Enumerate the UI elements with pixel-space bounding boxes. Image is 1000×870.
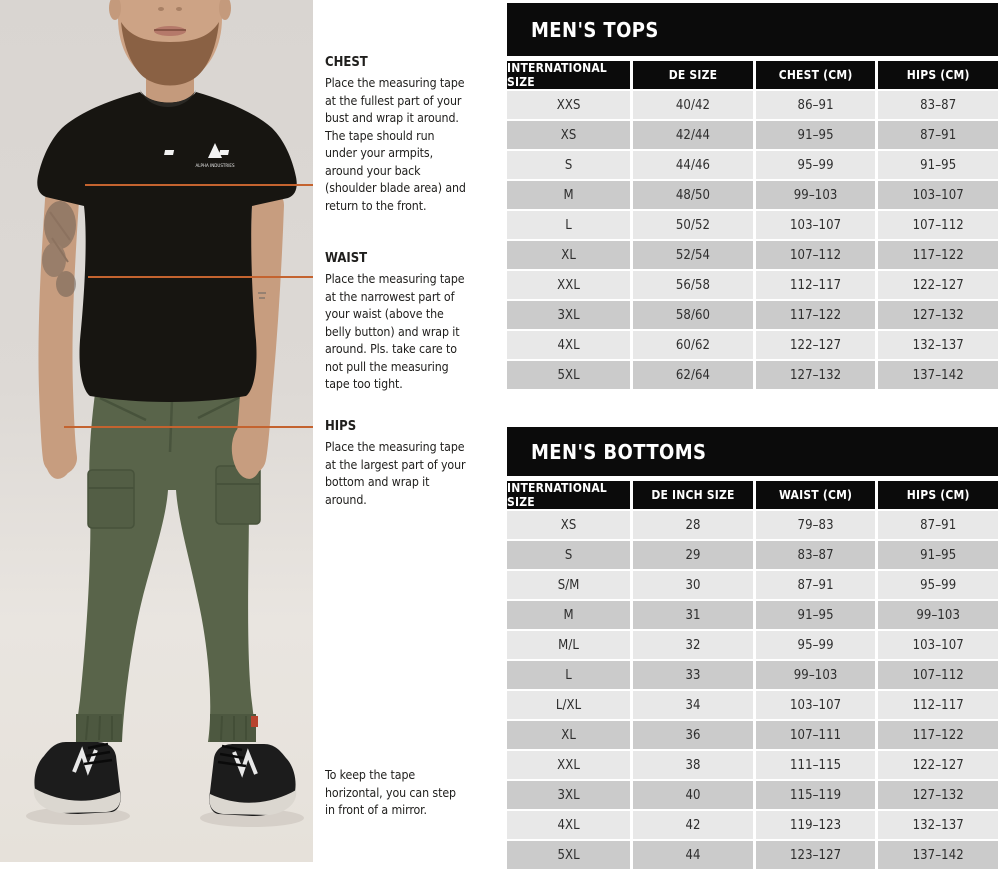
hips-measure-line [64, 426, 313, 428]
table-cell: 60/62 [633, 331, 753, 359]
table-cell: 127–132 [878, 301, 998, 329]
table-cell: 99–103 [756, 181, 876, 209]
table-cell: S [507, 151, 630, 179]
waist-measure-line [88, 276, 313, 278]
table-cell: 137–142 [878, 841, 998, 869]
table-cell: 132–137 [878, 331, 998, 359]
table-cell: 115–119 [756, 781, 876, 809]
table-cell: 137–142 [878, 361, 998, 389]
column-header: INTERNATIONAL SIZE [507, 481, 630, 509]
table-cell: 3XL [507, 301, 630, 329]
table-cell: 30 [633, 571, 753, 599]
instruction-chest-title: CHEST [325, 55, 368, 70]
model-illustration [0, 0, 313, 862]
table-cell: 91–95 [756, 121, 876, 149]
instruction-waist [325, 251, 467, 394]
table-cell: 29 [633, 541, 753, 569]
table-cell: 87–91 [878, 511, 998, 539]
table-cell: 3XL [507, 781, 630, 809]
table-cell: XXL [507, 271, 630, 299]
column-header: HIPS (CM) [878, 481, 998, 509]
table-cell: XXS [507, 91, 630, 119]
mens-tops-header-row [507, 61, 998, 89]
mens-tops-table [507, 3, 998, 389]
table-cell: 4XL [507, 331, 630, 359]
table-cell: 38 [633, 751, 753, 779]
table-cell: 112–117 [878, 691, 998, 719]
table-cell: 33 [633, 661, 753, 689]
table-cell: 117–122 [878, 721, 998, 749]
mirror-note-body: To keep the tape horizontal, you can step in front of a mirror. [325, 768, 456, 817]
table-cell: 40/42 [633, 91, 753, 119]
table-cell: 107–112 [878, 661, 998, 689]
mens-tops-body [507, 91, 998, 389]
table-cell: XL [507, 241, 630, 269]
table-cell: 112–117 [756, 271, 876, 299]
table-cell: S [507, 541, 630, 569]
table-cell: 132–137 [878, 811, 998, 839]
mirror-note [325, 767, 467, 820]
column-header: HIPS (CM) [878, 61, 998, 89]
table-cell: M/L [507, 631, 630, 659]
table-cell: 56/58 [633, 271, 753, 299]
table-cell: 99–103 [756, 661, 876, 689]
table-cell: M [507, 601, 630, 629]
table-cell: 36 [633, 721, 753, 749]
table-cell: 62/64 [633, 361, 753, 389]
table-cell: 103–107 [878, 631, 998, 659]
mens-bottoms-table [507, 427, 998, 869]
table-cell: 48/50 [633, 181, 753, 209]
table-cell: 31 [633, 601, 753, 629]
table-cell: 127–132 [756, 361, 876, 389]
table-cell: 91–95 [878, 151, 998, 179]
model-photo [0, 0, 313, 862]
table-cell: 123–127 [756, 841, 876, 869]
table-cell: 117–122 [878, 241, 998, 269]
mens-tops-title: MEN'S TOPS [507, 3, 998, 56]
table-cell: 122–127 [878, 271, 998, 299]
table-cell: 99–103 [878, 601, 998, 629]
table-cell: 86–91 [756, 91, 876, 119]
table-cell: 122–127 [878, 751, 998, 779]
table-cell: 103–107 [756, 691, 876, 719]
instruction-waist-body: Place the measuring tape at the narrowest part of your waist (above the belly button) and wrap it around. Pls. take care to not pull the measuring tape too tight. [325, 272, 465, 391]
instruction-chest-body: Place the measuring tape at the fullest part of your bust and wrap it around. The tape should run under your armpits, around your back (shoulder blade area) and return to the front. [325, 76, 466, 213]
table-cell: XS [507, 511, 630, 539]
column-header: WAIST (CM) [756, 481, 876, 509]
table-cell: 111–115 [756, 751, 876, 779]
table-cell: 87–91 [878, 121, 998, 149]
table-cell: 58/60 [633, 301, 753, 329]
table-cell: 95–99 [878, 571, 998, 599]
brand-logo-text: ALPHA INDUSTRIES [195, 164, 235, 169]
table-cell: 119–123 [756, 811, 876, 839]
brand-tab [251, 716, 258, 727]
table-cell: 127–132 [878, 781, 998, 809]
table-cell: 40 [633, 781, 753, 809]
table-cell: 32 [633, 631, 753, 659]
table-cell: L [507, 661, 630, 689]
table-cell: 83–87 [756, 541, 876, 569]
instruction-hips-body: Place the measuring tape at the largest part of your bottom and wrap it around. [325, 440, 466, 507]
column-header: DE INCH SIZE [633, 481, 753, 509]
table-cell: 44/46 [633, 151, 753, 179]
table-cell: 91–95 [756, 601, 876, 629]
table-cell: 42/44 [633, 121, 753, 149]
table-cell: S/M [507, 571, 630, 599]
table-cell: 107–111 [756, 721, 876, 749]
mens-bottoms-body [507, 511, 998, 869]
table-cell: XXL [507, 751, 630, 779]
table-cell: 79–83 [756, 511, 876, 539]
table-cell: 103–107 [878, 181, 998, 209]
table-cell: 28 [633, 511, 753, 539]
instruction-waist-title: WAIST [325, 251, 368, 266]
table-cell: L [507, 211, 630, 239]
sneakers [26, 742, 304, 827]
table-cell: 87–91 [756, 571, 876, 599]
table-cell: 122–127 [756, 331, 876, 359]
table-cell: 107–112 [878, 211, 998, 239]
table-cell: 5XL [507, 841, 630, 869]
table-cell: 52/54 [633, 241, 753, 269]
mens-bottoms-header-row [507, 481, 998, 509]
column-header: DE SIZE [633, 61, 753, 89]
instruction-chest [325, 55, 467, 215]
table-cell: 42 [633, 811, 753, 839]
table-cell: 95–99 [756, 631, 876, 659]
table-cell: 83–87 [878, 91, 998, 119]
table-cell: 5XL [507, 361, 630, 389]
table-cell: 117–122 [756, 301, 876, 329]
table-cell: 50/52 [633, 211, 753, 239]
table-cell: 95–99 [756, 151, 876, 179]
table-cell: XS [507, 121, 630, 149]
table-cell: M [507, 181, 630, 209]
table-cell: 34 [633, 691, 753, 719]
cargo-pants [76, 386, 260, 742]
instruction-hips-title: HIPS [325, 419, 357, 434]
table-cell: L/XL [507, 691, 630, 719]
instruction-hips [325, 419, 467, 509]
column-header: CHEST (CM) [756, 61, 876, 89]
table-cell: 44 [633, 841, 753, 869]
table-cell: 103–107 [756, 211, 876, 239]
table-cell: 4XL [507, 811, 630, 839]
face [109, 0, 231, 86]
mens-bottoms-title: MEN'S BOTTOMS [507, 427, 998, 476]
table-cell: 91–95 [878, 541, 998, 569]
column-header: INTERNATIONAL SIZE [507, 61, 630, 89]
chest-measure-line [85, 184, 313, 186]
table-cell: XL [507, 721, 630, 749]
table-cell: 107–112 [756, 241, 876, 269]
